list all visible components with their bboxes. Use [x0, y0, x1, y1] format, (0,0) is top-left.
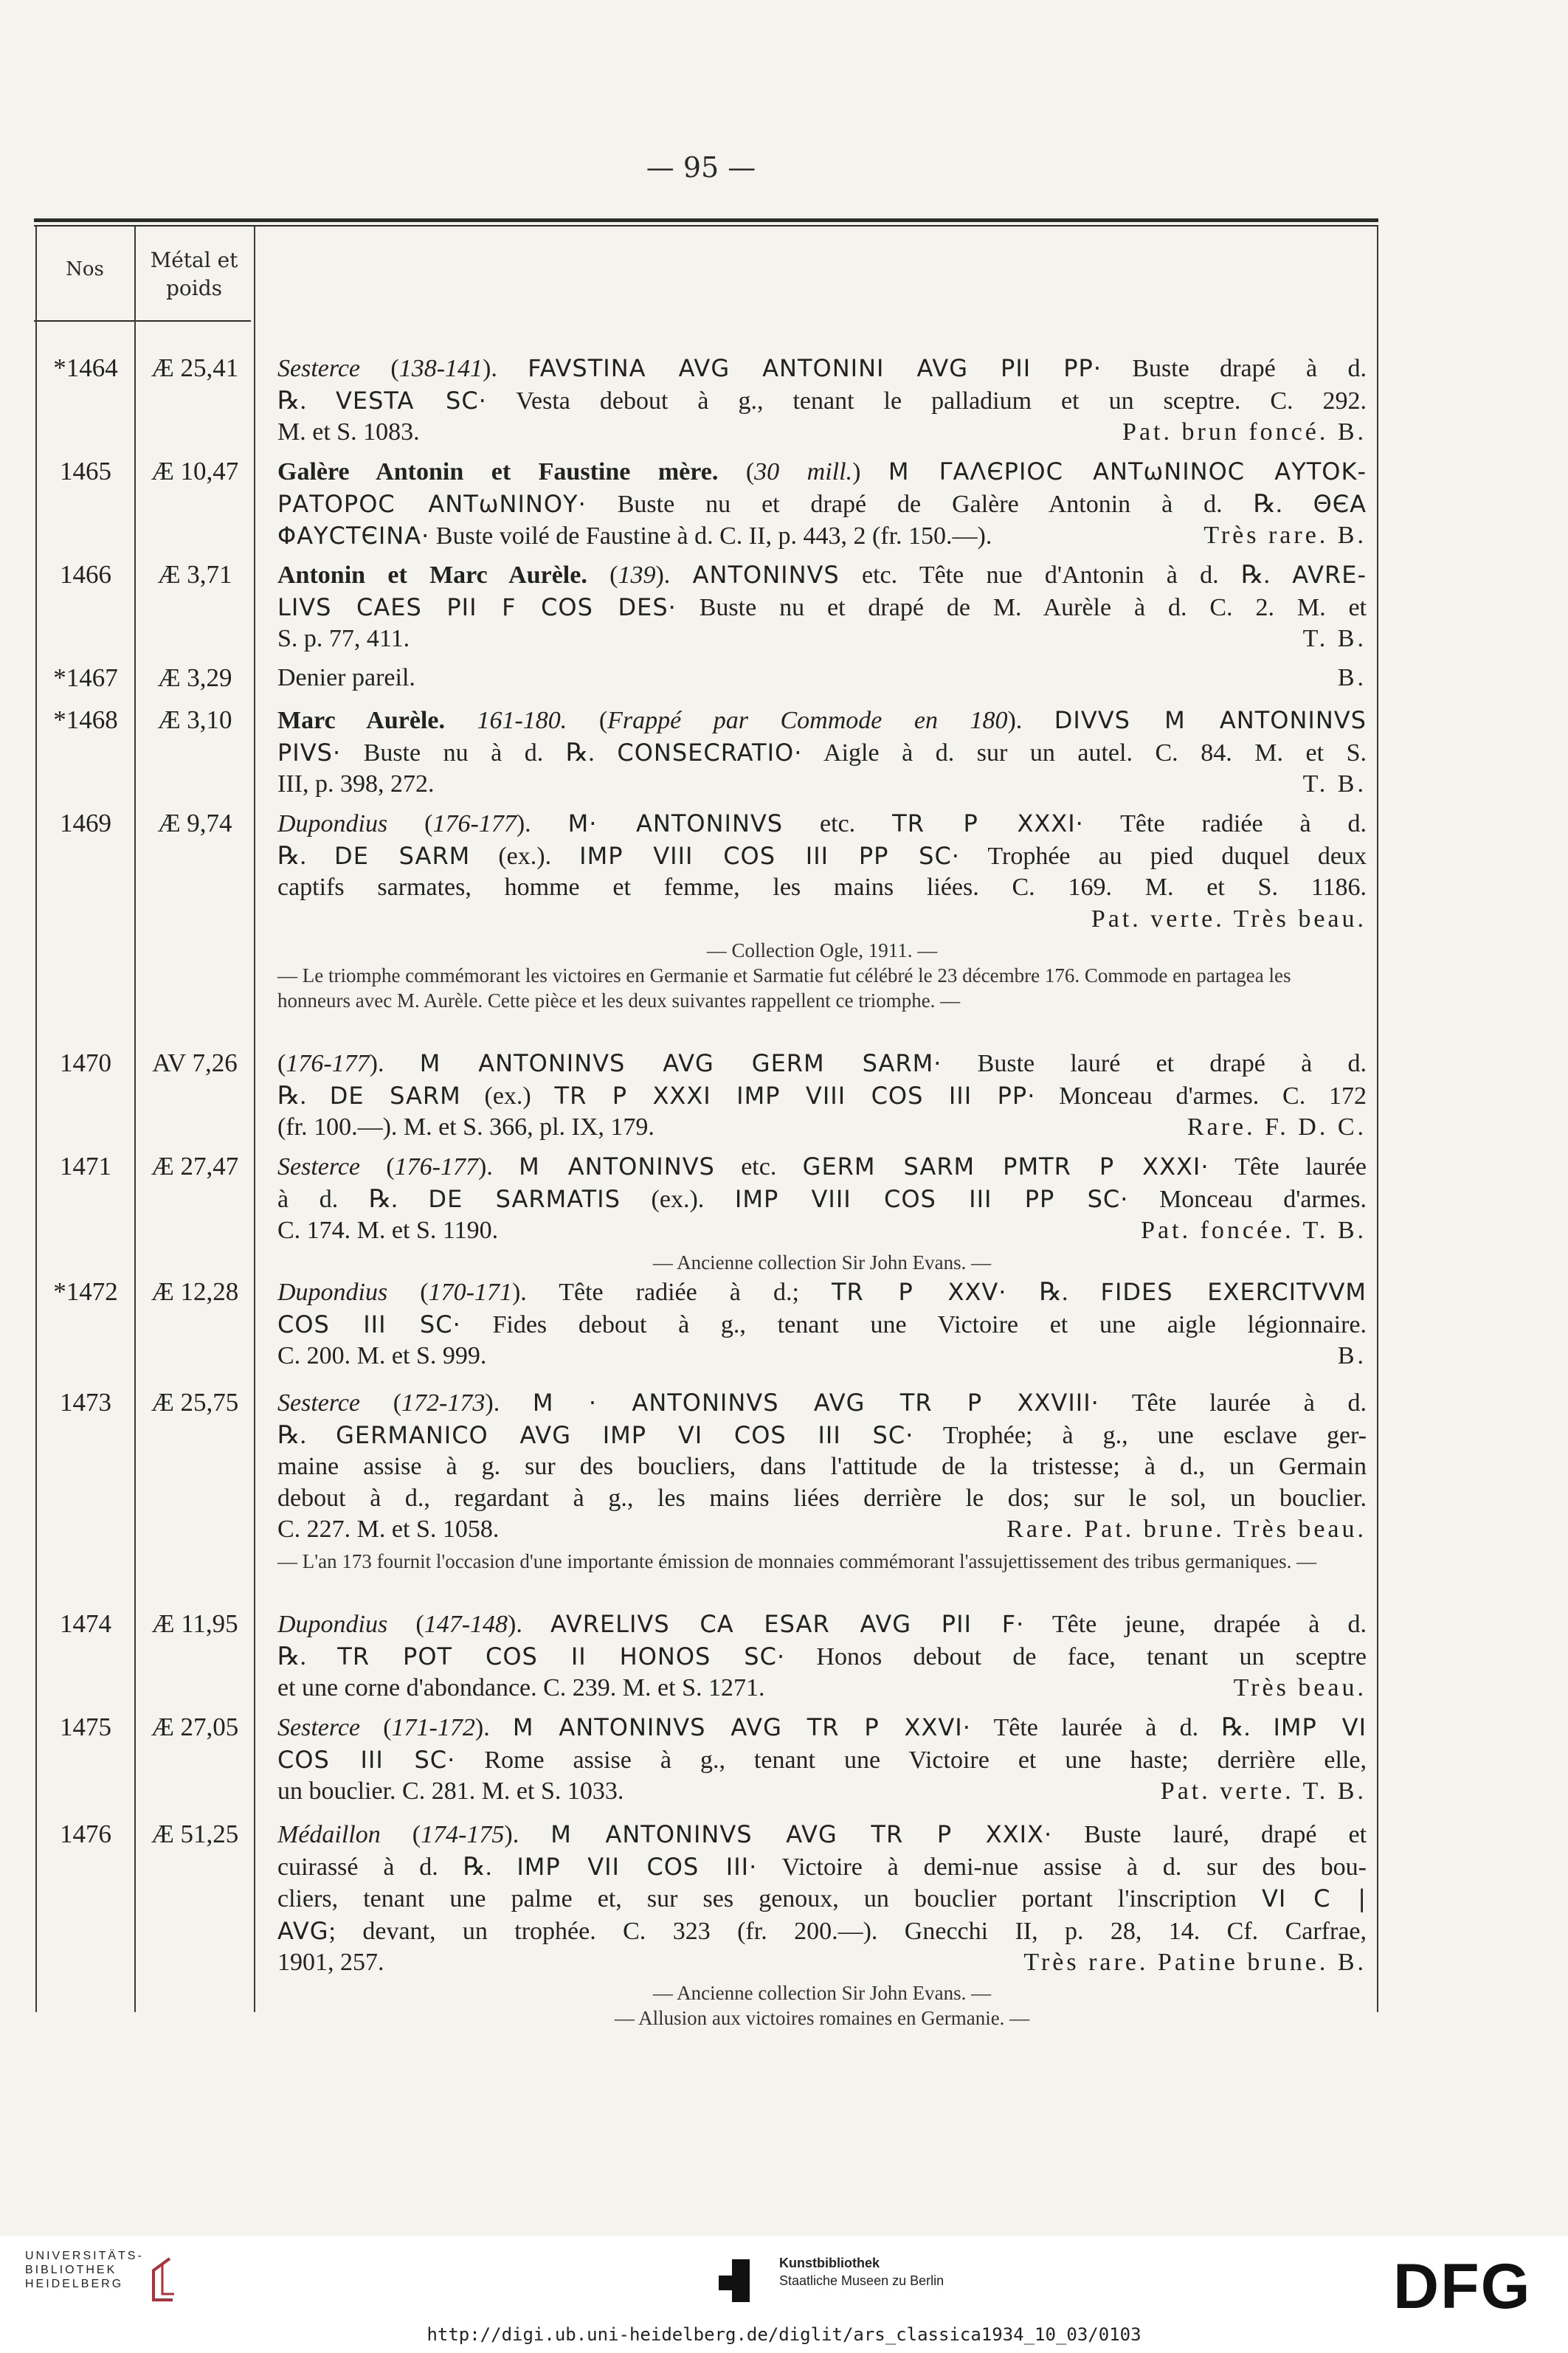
entry-description [277, 1609, 1367, 1704]
entry-number: 1474 [60, 1609, 111, 1638]
entry-description [277, 353, 1367, 449]
entry-notes [277, 938, 1367, 1013]
note-line: — Ancienne collection Sir John Evans. — [652, 1251, 992, 1274]
note-line: — Collection Ogle, 1911. — [706, 939, 938, 961]
note-line: — Allusion aux victoires romaines en Germanie. — [614, 2006, 1030, 2029]
description-line: Sesterce (171-172). M ANTONINVS AVG TR P XXVI· Tête laurée à d. ℞. IMP VI [277, 1713, 1367, 1741]
table-top-rule [34, 218, 1378, 222]
description-line: COS III SC· Rome assise à g., tenant une Victoire et une haste; derrière elle, [277, 1745, 1367, 1774]
entry-notes [277, 1549, 1367, 1574]
description-line: Sesterce (176-177). M ANTONINVS etc. GERM SARM PMTR P XXXI· Tête laurée [277, 1153, 1367, 1181]
description-line: Denier pareil. B. [277, 664, 1367, 691]
entry-description [277, 1151, 1367, 1247]
description-line: et une corne d'abondance. C. 239. M. et S. 1271. Très beau. [277, 1674, 1367, 1701]
entry-metal-weight: Æ 25,41 [151, 353, 239, 382]
university-logo-icon [140, 2254, 182, 2306]
museum-name: Kunstbibliothek [779, 2256, 880, 2270]
description-line: captifs sarmates, homme et femme, les mains liées. C. 169. M. et S. 1186. [277, 874, 1367, 901]
description-line: Médaillon (174-175). M ANTONINVS AVG TR P XXIX· Buste lauré, drapé et [277, 1820, 1367, 1848]
university-line1: UNIVERSITÄTS- [25, 2250, 144, 2262]
entry-metal-weight: AV 7,26 [152, 1048, 238, 1077]
description-line: (176-177). M ANTONINVS AVG GERM SARM· Buste lauré et drapé à d. [277, 1049, 1367, 1077]
description-line: ΦΑΥϹΤЄΙΝΑ· Buste voilé de Faustine à d. C. II, p. 443, 2 (fr. 150.—). Très rare. B. [277, 522, 1367, 550]
description-line: Sesterce (172-173). M · ANTONINVS AVG TR P XXVIII· Tête laurée à d. [277, 1389, 1367, 1417]
entry-notes [277, 1250, 1367, 1275]
entry-description [277, 1712, 1367, 1808]
description-line: LIVS CAES PII F COS DES· Buste nu et drapé de M. Aurèle à d. C. 2. M. et [277, 592, 1367, 621]
entry-description [277, 705, 1367, 801]
description-line: C. 174. M. et S. 1190. Pat. foncée. T. B. [277, 1217, 1367, 1244]
entry-number: 1475 [60, 1713, 111, 1741]
description-line: (fr. 100.—). M. et S. 366, pl. IX, 179. Rare. F. D. C. [277, 1113, 1367, 1141]
note-line: — L'an 173 fournit l'occasion d'une importante émission de monnaies commémorant l'assujettissement des tribus germaniques. — [277, 1549, 1317, 1572]
description-line: ℞. DE SARM (ex.). IMP VIII COS III PP SC· Trophée au pied duquel deux [277, 841, 1367, 870]
entry-description [277, 559, 1367, 655]
description-line: ℞. VESTA SC· Vesta debout à g., tenant le palladium et un sceptre. C. 292. [277, 386, 1367, 415]
entry-number: *1467 [53, 663, 118, 692]
entry-number: 1473 [60, 1388, 111, 1417]
university-line3: HEIDELBERG [25, 2278, 124, 2290]
description-line: maine assise à g. sur des boucliers, dans l'attitude de la tristesse; à d., un Germain [277, 1453, 1367, 1480]
entry-number: 1476 [60, 1820, 111, 1848]
entry-metal-weight: Æ 9,74 [157, 809, 232, 837]
description-line: M. et S. 1083. Pat. brun foncé. B. [277, 418, 1367, 446]
entry-number: 1469 [60, 809, 111, 837]
source-url[interactable]: http://digi.ub.uni-heidelberg.de/diglit/ars_classica1934_10_03/0103 [426, 2324, 1142, 2345]
description-line: Galère Antonin et Faustine mère. (30 mill.) Μ ΓΑΛЄΡΙΟϹ ΑΝΤωΝΙΝΟϹ ΑΥΤΟΚ- [277, 457, 1367, 486]
description-line: C. 200. M. et S. 999. B. [277, 1342, 1367, 1369]
table-divider-number [134, 227, 136, 2012]
description-line: COS III SC· Fides debout à g., tenant une Victoire et une aigle légionnaire. [277, 1310, 1367, 1338]
description-line: Antonin et Marc Aurèle. (139). ANTONINVS etc. Tête nue d'Antonin à d. ℞. AVRE- [277, 561, 1367, 589]
entry-number: 1466 [60, 560, 111, 589]
entry-description [277, 663, 1367, 694]
dfg-logo: DFG [1393, 2251, 1532, 2322]
table-border-right [1377, 227, 1378, 2012]
university-line2: BIBLIOTHEK [25, 2264, 117, 2276]
entry-description [277, 1276, 1367, 1372]
description-line: S. p. 77, 411. T. B. [277, 625, 1367, 652]
entry-metal-weight: Æ 51,25 [151, 1820, 239, 1848]
entry-number: *1468 [53, 705, 118, 734]
description-line: un bouclier. C. 281. M. et S. 1033. Pat. verte. T. B. [277, 1777, 1367, 1805]
entry-number: *1464 [53, 353, 118, 382]
entry-metal-weight: Æ 3,10 [157, 705, 232, 734]
header-metal-line2: poids [165, 276, 223, 300]
description-line: Sesterce (138-141). FAVSTINA AVG ANTONINI AVG PII PP· Buste drapé à d. [277, 354, 1367, 382]
entry-number: 1470 [60, 1048, 111, 1077]
description-line: ℞. DE SARM (ex.) TR P XXXI IMP VIII COS III PP· Monceau d'armes. C. 172 [277, 1081, 1367, 1110]
university-library-label [25, 2249, 144, 2291]
description-line: ΡΑΤΟΡΟϹ ΑΝΤωΝΙΝΟΥ· Buste nu et drapé de Galère Antonin à d. ℞. ΘЄΑ [277, 489, 1367, 518]
description-line: PIVS· Buste nu à d. ℞. CONSECRATIO· Aigle à d. sur un autel. C. 84. M. et S. [277, 738, 1367, 767]
description-line: 1901, 257. Très rare. Patine brune. B. [277, 1949, 1367, 1976]
entry-metal-weight: Æ 27,05 [151, 1713, 239, 1741]
header-metal-line1: Métal et [150, 248, 238, 272]
entry-metal-weight: Æ 3,29 [157, 663, 232, 692]
note-line: — Le triomphe commémorant les victoires en Germanie et Sarmatie fut célébré le 23 décembre 176. Commode en partagea les honneurs avec M. Aurèle. Cette pièce et les deux suivantes rappellent ce triomphe. — [277, 964, 1291, 1012]
description-line: Dupondius (176-177). M· ANTONINVS etc. TR P XXXI· Tête radiée à d. [277, 809, 1367, 837]
table-top-rule-thin [34, 225, 1378, 227]
entry-metal-weight: Æ 12,28 [151, 1277, 239, 1306]
museum-subtitle: Staatliche Museen zu Berlin [779, 2273, 944, 2288]
entry-description: Dupondius (176-177). M· ANTONINVS etc. TR P XXXI· Tête radiée à d. ℞. DE SARM (ex.). IMP VIII COS III PP SC· Trophée au pied duquel deux captifs sarmates, homme et femme, les mains liées. C. 169. M. et S. 1186. Pat. verte. Très beau. [277, 809, 1367, 933]
page-number: — 95 — [646, 151, 756, 184]
description-line: Dupondius (147-148). AVRELIVS CA ESAR AVG PII F· Tête jeune, drapée à d. [277, 1610, 1367, 1638]
entry-metal-weight: Æ 10,47 [151, 457, 239, 486]
description-line: cuirassé à d. ℞. IMP VII COS III· Victoire à demi-nue assise à d. sur des bou- [277, 1852, 1367, 1881]
entry-description [277, 1819, 1367, 1979]
table-header-rule [34, 320, 251, 322]
description-line: Marc Aurèle. 161-180. (Frappé par Commode en 180). DIVVS M ANTONINVS [277, 706, 1367, 734]
entry-number: *1472 [53, 1277, 118, 1306]
table-border-left [35, 227, 37, 2012]
entry-notes [277, 1980, 1367, 2031]
entry-description [277, 1387, 1367, 1546]
kunstbibliothek-logo-icon [719, 2259, 763, 2302]
table-divider-metal [254, 227, 255, 2012]
entry-metal-weight: Æ 3,71 [157, 560, 232, 589]
entry-metal-weight: Æ 11,95 [151, 1609, 238, 1638]
entry-metal-weight: Æ 25,75 [151, 1388, 239, 1417]
description-line: cliers, tenant une palme et, sur ses genoux, un bouclier portant l'inscription VI C | [277, 1884, 1367, 1913]
description-line: ℞. GERMANICO AVG IMP VI COS III SC· Trophée; à g., une esclave ger- [277, 1420, 1367, 1449]
kunstbibliothek-label [779, 2254, 944, 2290]
header-numbers: Nos [66, 258, 104, 280]
description-line: debout à d., regardant à g., les mains liées derrière le dos; sur le sol, un bouclier. [277, 1484, 1367, 1512]
description-line: ℞. TR POT COS II HONOS SC· Honos debout de face, tenant un sceptre [277, 1642, 1367, 1670]
header-metal [136, 246, 252, 303]
note-line: — Ancienne collection Sir John Evans. — [652, 1981, 992, 2004]
entry-number: 1465 [60, 457, 111, 486]
description-line: AVG; devant, un trophée. C. 323 (fr. 200.—). Gnecchi II, p. 28, 14. Cf. Carfrae, [277, 1916, 1367, 1945]
entry-description [277, 1048, 1367, 1144]
entry-number: 1471 [60, 1152, 111, 1181]
description-line: C. 227. M. et S. 1058. Rare. Pat. brune. Très beau. [277, 1516, 1367, 1543]
entry-metal-weight: Æ 27,47 [151, 1152, 239, 1181]
description-line: à d. ℞. DE SARMATIS (ex.). IMP VIII COS III PP SC· Monceau d'armes. [277, 1184, 1367, 1213]
description-line: Dupondius (170-171). Tête radiée à d.; TR P XXV· ℞. FIDES EXERCITVVM [277, 1278, 1367, 1306]
description-line: III, p. 398, 272. T. B. [277, 770, 1367, 798]
entry-description [277, 456, 1367, 553]
